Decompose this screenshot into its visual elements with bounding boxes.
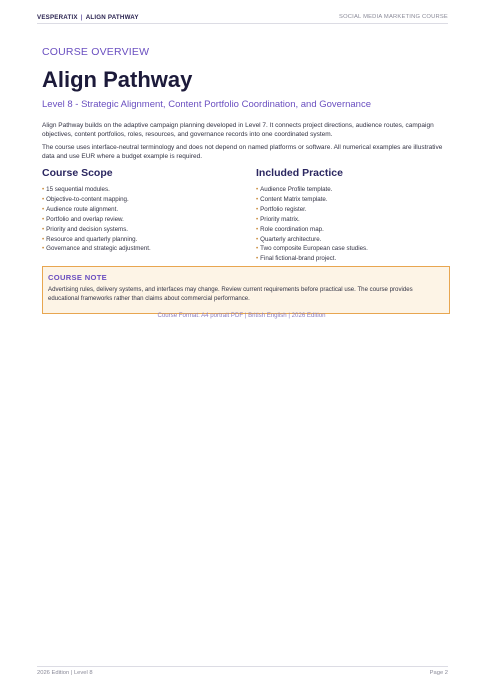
header-divider — [37, 23, 448, 24]
section-eyebrow: COURSE OVERVIEW — [42, 46, 150, 58]
list-item: • Content Matrix template. — [256, 195, 328, 203]
page-title: Align Pathway — [42, 67, 193, 92]
course-note-box — [42, 266, 450, 314]
list-item: • Resource and quarterly planning. — [42, 235, 138, 243]
bullet-icon: • — [42, 186, 45, 193]
bullet-icon: • — [256, 186, 259, 193]
included-practice-section — [256, 167, 451, 264]
bullet-icon: • — [42, 205, 45, 213]
list-item: • Objective-to-content mapping. — [42, 195, 129, 203]
course-name: SOCIAL MEDIA MARKETING COURSE — [339, 14, 448, 20]
bullet-icon: • — [256, 215, 259, 223]
intro-paragraph: The course uses interface-neutral terminology and does not depend on named platforms or software. All numerical examples are illustrative data and use EUR where a budget example is required. — [42, 144, 443, 160]
list-item: • Portfolio and overlap review. — [42, 215, 124, 223]
product-name: ALIGN PATHWAY — [85, 13, 139, 21]
list-item: • Final fictional-brand project. — [256, 255, 337, 263]
page-subtitle: Level 8 - Strategic Alignment, Content Portfolio Coordination, and Governance — [42, 99, 371, 110]
included-practice-list — [256, 185, 451, 264]
bullet-icon: • — [256, 205, 259, 213]
course-note-title: COURSE NOTE — [48, 273, 107, 282]
edition-label: 2026 Edition | Level 8 — [37, 670, 93, 676]
list-item: • Priority and decision systems. — [42, 225, 129, 233]
bullet-icon: • — [256, 235, 259, 243]
bullet-icon: • — [42, 215, 45, 223]
course-scope-section — [42, 167, 242, 254]
brand-name: VESPERATIX — [37, 13, 78, 21]
list-item: • Priority matrix. — [256, 215, 300, 223]
list-item: • 15 sequential modules. — [42, 186, 110, 193]
bullet-icon: • — [42, 195, 45, 203]
list-item: • Quarterly architecture. — [256, 235, 322, 243]
list-item: • Governance and strategic adjustment. — [42, 245, 151, 253]
course-scope-list — [42, 185, 242, 254]
bullet-icon: • — [42, 225, 45, 233]
brand-separator: | — [80, 13, 83, 21]
bullet-icon: • — [42, 245, 45, 253]
list-item: • Audience route alignment. — [42, 205, 119, 213]
list-item: • Role coordination map. — [256, 225, 324, 233]
brand-line — [37, 14, 139, 21]
course-scope-heading: Course Scope — [42, 167, 113, 179]
bullet-icon: • — [42, 235, 45, 243]
page-number: Page 2 — [429, 670, 448, 676]
bullet-icon: • — [256, 245, 259, 253]
included-practice-heading: Included Practice — [256, 167, 343, 179]
list-item: • Portfolio register. — [256, 205, 307, 213]
course-note-body: Advertising rules, delivery systems, and interfaces may change. Review current requirements before practical use. The course provides educational frameworks rather than claims about commercial performance. — [48, 286, 413, 302]
bullet-icon: • — [256, 195, 259, 203]
list-item: • Two composite European case studies. — [256, 245, 368, 253]
course-format-line: Course Format: A4 portrait PDF | British English | 2026 Edition — [157, 312, 326, 319]
page-footer — [37, 670, 448, 676]
intro-paragraph: Align Pathway builds on the adaptive campaign planning developed in Level 7. It connects project directions, audience routes, campaign objectives, content portfolios, roles, resources, and governance records into one coordinated system. — [42, 122, 434, 138]
bullet-icon: • — [256, 225, 259, 233]
page-header — [37, 11, 448, 23]
footer-divider — [37, 666, 448, 667]
list-item: • Audience Profile template. — [256, 186, 333, 193]
bullet-icon: • — [256, 255, 259, 263]
